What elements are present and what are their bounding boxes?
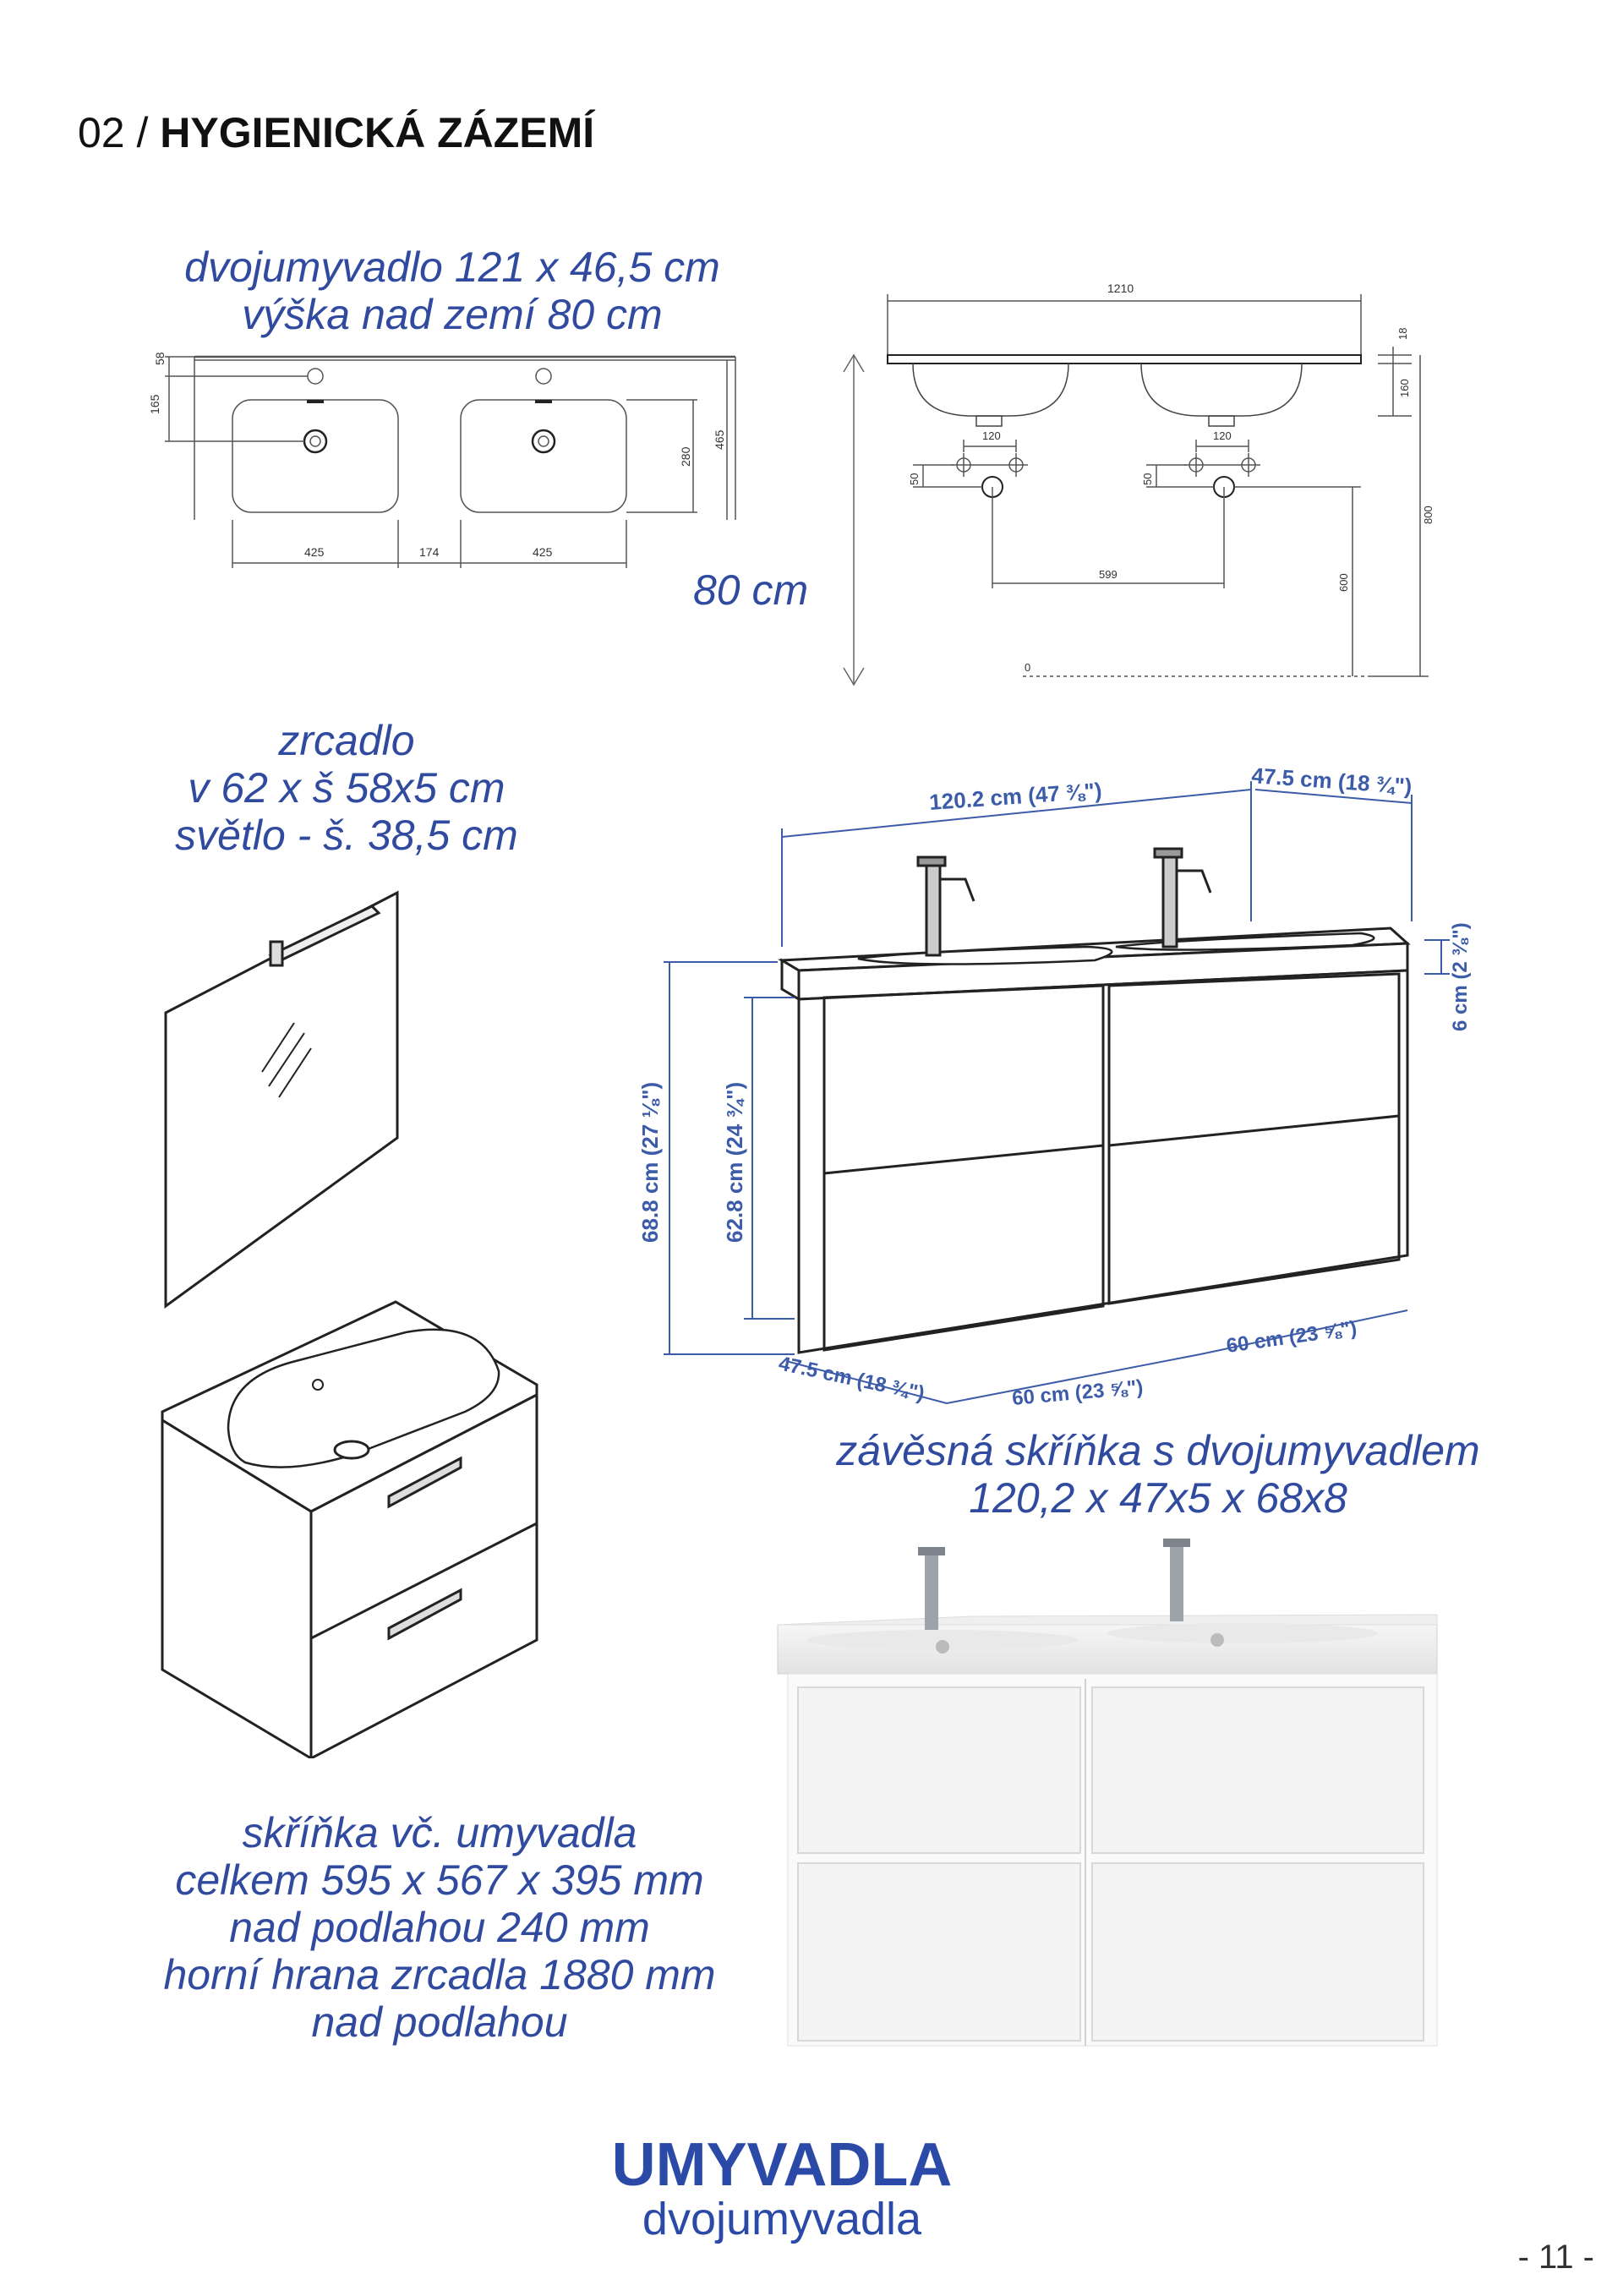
dim-unit-a: 60 cm (23 ⅝")	[1011, 1375, 1145, 1410]
basin-elevation-drawing	[828, 271, 1437, 693]
dim-1210: 1210	[1107, 282, 1134, 295]
dim-600: 600	[1337, 573, 1350, 592]
dim-165: 165	[148, 394, 161, 414]
caption-mirror	[118, 717, 575, 859]
dim-174: 174	[419, 545, 440, 559]
double-cabinet-photo	[769, 1522, 1445, 2063]
caption-line: celkem 595 x 567 x 395 mm	[175, 1856, 704, 1904]
dim-50-left: 50	[908, 473, 921, 485]
caption-line: nad podlahou 240 mm	[229, 1904, 650, 1951]
dim-width: 120.2 cm (47 ⅜")	[928, 777, 1103, 815]
caption-line: výška nad zemí 80 cm	[242, 291, 663, 338]
caption-double-cabinet	[778, 1427, 1538, 1522]
mirror-drawing	[152, 879, 423, 1319]
dim-160: 160	[1398, 379, 1411, 397]
dim-58: 58	[153, 352, 167, 365]
footer-title: UMYVADLA	[611, 2131, 953, 2199]
heading-title: HYGIENICKÁ ZÁZEMÍ	[160, 109, 595, 156]
caption-line: dvojumyvadlo 121 x 46,5 cm	[184, 243, 720, 291]
dim-height-total: 68.8 cm (27 ⅛")	[637, 1081, 663, 1243]
caption-line: světlo - š. 38,5 cm	[175, 812, 518, 859]
dim-120-right: 120	[1213, 429, 1232, 442]
caption-height-80: 80 cm	[693, 566, 809, 614]
caption-line: nad podlahou	[311, 1998, 568, 2046]
dim-unit-b: 60 cm (23 ⅝")	[1225, 1316, 1358, 1358]
page-heading	[78, 108, 594, 157]
dim-465: 465	[713, 429, 726, 450]
dim-120-left: 120	[982, 429, 1001, 442]
page-number: - 11 -	[1517, 2239, 1594, 2276]
caption-line: 120,2 x 47x5 x 68x8	[969, 1474, 1347, 1522]
dim-425-left: 425	[304, 545, 325, 559]
dim-thickness: 6 cm (2 ⅜")	[1449, 922, 1472, 1031]
caption-single-cabinet	[135, 1809, 744, 2046]
caption-line: zrcadlo	[278, 717, 415, 764]
heading-number: 02 /	[78, 109, 161, 156]
dim-800: 800	[1422, 506, 1434, 524]
dim-599: 599	[1099, 568, 1118, 581]
basin-plan-drawing	[144, 304, 752, 592]
dim-depth-bottom: 47.5 cm (18 ¾")	[776, 1352, 927, 1406]
dim-18: 18	[1396, 327, 1409, 340]
caption-line: horní hrana zrcadla 1880 mm	[163, 1951, 716, 1998]
caption-line: závěsná skříňka s dvojumyvadlem	[836, 1427, 1480, 1474]
dim-50-right: 50	[1141, 473, 1154, 485]
caption-line: v 62 x š 58x5 cm	[188, 764, 505, 812]
dim-280: 280	[679, 446, 692, 467]
caption-line: skříňka vč. umyvadla	[242, 1809, 637, 1856]
dim-0: 0	[1025, 661, 1031, 674]
dim-425-right: 425	[533, 545, 553, 559]
dim-depth-top: 47.5 cm (18 ¾")	[1250, 763, 1413, 800]
dim-height-body: 62.8 cm (24 ¾")	[722, 1081, 747, 1243]
footer-subtitle: dvojumyvadla	[642, 2194, 922, 2244]
single-cabinet-drawing	[152, 1285, 558, 1758]
double-cabinet-dimension-drawing	[626, 752, 1496, 1429]
